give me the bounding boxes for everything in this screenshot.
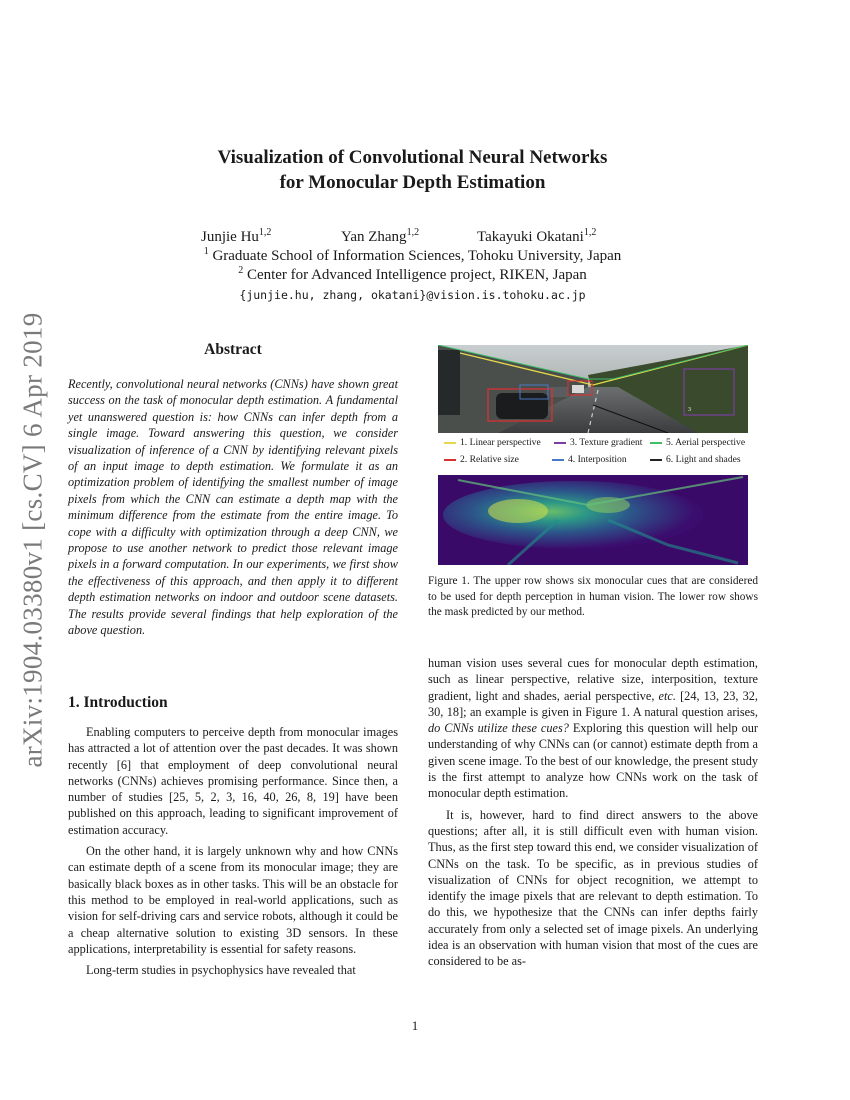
distant-car (550, 387, 568, 397)
intro-paragraph-3: Long-term studies in psychophysics have revealed that (86, 963, 356, 978)
paragraph-text: human vision uses several cues for monocular depth estimation, such as linear perspective, relative size, interposition, texture gradient, light and shades, aerial perspective, (428, 656, 758, 703)
arxiv-identifier: arXiv:1904.03380v1 [cs.CV] 6 Apr 2019 (17, 312, 48, 768)
author-superscript: 1,2 (583, 227, 597, 238)
parked-car-left (438, 350, 460, 415)
legend-entry (444, 437, 541, 448)
title-line-2: for Monocular Depth Estimation (279, 172, 546, 193)
legend-swatch (650, 459, 662, 461)
abstract-heading: Abstract (204, 341, 262, 358)
legend-label: 6. Light and shades (666, 454, 741, 465)
dark-car (496, 393, 548, 419)
mask-hotspot (488, 499, 548, 523)
author-name: Yan Zhang (341, 229, 407, 245)
texture-box-label: 3 (688, 407, 691, 413)
legend-entry (554, 437, 642, 448)
legend-swatch (444, 459, 456, 461)
affiliation-1 (150, 246, 675, 265)
figure-1-scene-photo (438, 345, 748, 433)
affiliation-marker: 1 (203, 246, 209, 257)
intro-paragraph-5: It is, however, hard to find direct answers to the above questions; after all, it is still difficult even with human vision. Thus, as the first step toward this end, we consider visualization of CNNs on the task. To be specific, as in previous studies of visualization of CNNs for object recognition, we attempt to identify the image pixels that are relevant to depth estimation. To do this, we hypothesize that the CNNs can infer depths fairly accurately from only a selected set of image pixels. An underlying idea is an observation with human vision that most of the cues are considered to be as- (428, 807, 758, 969)
intro-paragraph-4 (428, 655, 758, 802)
author-2 (341, 227, 419, 246)
introduction-heading: 1. Introduction (68, 694, 168, 711)
affiliation-text: Center for Advanced Intelligence project, RIKEN, Japan (246, 267, 587, 283)
affiliation-marker: 2 (238, 265, 244, 276)
legend-label: 4. Interposition (568, 454, 627, 465)
author-1 (201, 227, 271, 246)
author-superscript: 1,2 (258, 227, 272, 238)
legend-label: 5. Aerial perspective (666, 437, 746, 448)
legend-entry (444, 454, 519, 465)
legend-swatch (444, 442, 456, 444)
legend-entry (650, 454, 741, 465)
research-question: do CNNs utilize these cues? (428, 721, 569, 736)
paper-title (150, 145, 675, 195)
legend-swatch (552, 459, 564, 461)
affiliation-text: Graduate School of Information Sciences, Tohoku University, Japan (212, 248, 622, 264)
intro-paragraph-2: On the other hand, it is largely unknown why and how CNNs can estimate depth of a scene from its monocular image; they are basically black boxes as in other tasks. This will be an obstacle for this method to be employed in real-world applications, such as vision for self-driving cars and service robots, although it could be a cheap alternative solution to existing 3D sensors. In these applications, interpretability is essential for safety reasons. (68, 844, 398, 956)
paragraph-text: [24, 13, 23, 32, 30, 18]; an example is given in Figure 1. A natural question arises, (428, 688, 758, 719)
affiliation-2 (150, 265, 675, 284)
left-column-body (68, 724, 398, 978)
legend-label: 1. Linear perspective (460, 437, 541, 448)
intro-paragraph-1: Enabling computers to perceive depth from monocular images has attracted a lot of attention over the past decades. It was shown recently [6] that employment of deep convolutional neural networks (CNNs) achieves promising performance. Since then, a number of studies [25, 5, 2, 3, 16, 40, 26, 8, 19] have been published on this approach, leading to significant improvement of estimation accuracy. (68, 725, 398, 837)
title-line-1: Visualization of Convolutional Neural Networks (217, 147, 608, 168)
author-3 (477, 227, 596, 246)
author-superscript: 1,2 (406, 227, 420, 238)
white-car (572, 385, 584, 393)
paragraph-text: Exploring this question will help our understanding of why CNNs can (or cannot) estimate depth from a given scene image. To the best of our knowledge, the present study is the first attempt to analyze how CNNs work on the task of monocular depth estimation. (428, 721, 759, 801)
legend-swatch (650, 442, 662, 444)
author-list (200, 227, 640, 247)
legend-entry (552, 454, 627, 465)
author-name: Takayuki Okatani (477, 229, 584, 245)
abstract-text: Recently, convolutional neural networks (CNNs) have shown great success on the task of monocular depth estimation. A fundamental yet unanswered question is: how CNNs can infer depth from a single image. Toward answering this question, we consider visualization of inference of a CNN by identifying relevant pixels of an input image to depth estimation. We formulate it as an optimization problem of identifying the smallest number of image pixels from which the CNN can estimate a depth map with the minimum difference from the estimate from the entire image. To cope with a difficulty with optimization through a deep CNN, we propose to use another network to predict those relevant image pixels in a forward computation. In our experiments, we first show the effectiveness of this approach, and then apply it to different depth estimation networks on indoor and outdoor scene datasets. The results provide several findings that help exploration of the above question. (68, 377, 398, 638)
page-number: 1 (411, 1018, 419, 1033)
figure-1-caption: Figure 1. The upper row shows six monocular cues that are considered to be used for depth perception in human vision. The lower row shows the mask predicted by our method. (428, 575, 758, 618)
etc-italic: etc. (658, 688, 676, 703)
legend-swatch (554, 442, 566, 444)
author-email[interactable]: {junjie.hu, zhang, okatani}@vision.is.tohoku.ac.jp (239, 288, 586, 302)
legend-label: 2. Relative size (460, 454, 519, 465)
figure-1-legend (444, 436, 754, 470)
author-name: Junjie Hu (201, 229, 259, 245)
legend-entry (650, 437, 745, 448)
right-column-body (428, 655, 758, 970)
legend-label: 3. Texture gradient (570, 437, 643, 448)
figure-1-predicted-mask (438, 475, 748, 565)
arxiv-sidebar (13, 300, 53, 780)
